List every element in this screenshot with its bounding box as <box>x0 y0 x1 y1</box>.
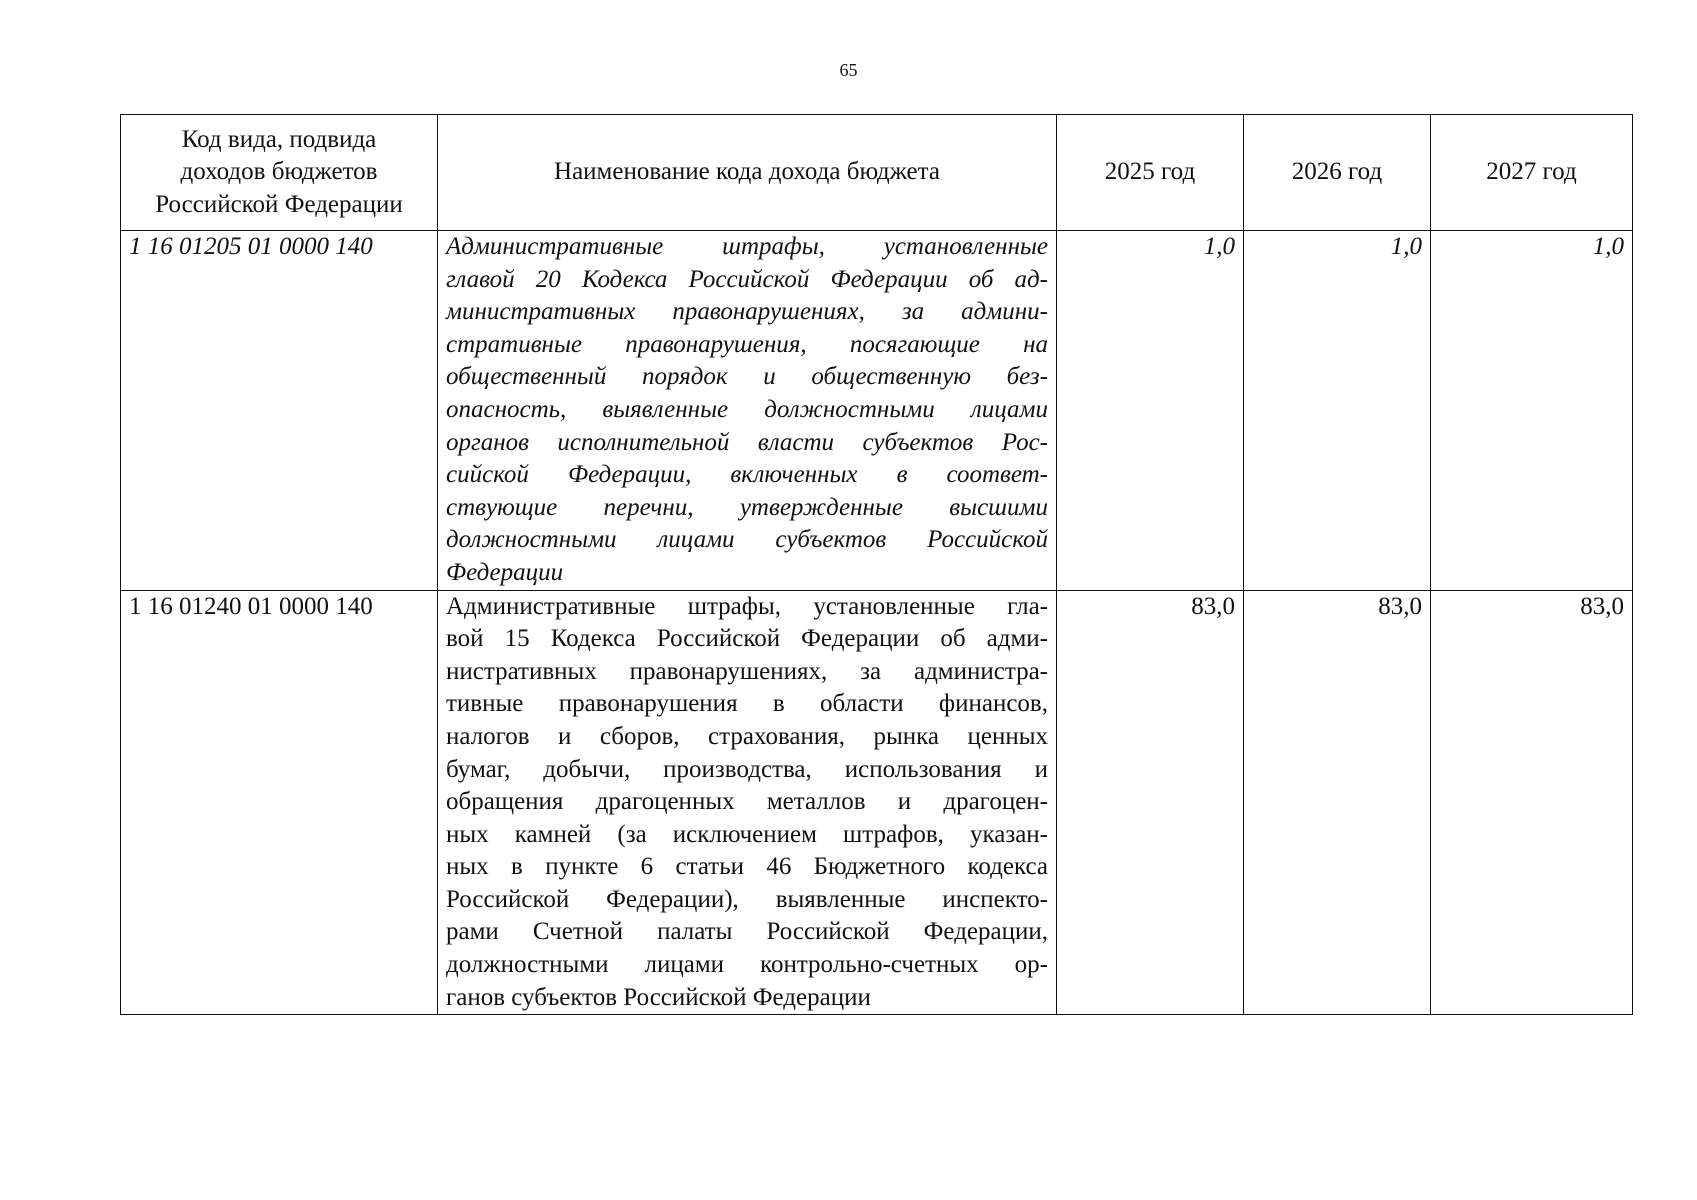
value-2026: 83,0 <box>1244 590 1431 1015</box>
value-2027: 1,0 <box>1431 231 1633 591</box>
name-line: стративные правонарушения, посягающие на <box>446 330 1048 358</box>
name-line: должностными лицами контрольно-счетных ор- <box>446 951 1048 979</box>
value-2027: 83,0 <box>1431 590 1633 1015</box>
name-line: главой 20 Кодекса Российской Федерации об ад- <box>446 265 1048 293</box>
name-line: налогов и сборов, страхования, рынка ценных <box>446 722 1048 750</box>
revenue-code: 1 16 01240 01 0000 140 <box>121 590 438 1015</box>
name-line: ных в пункте 6 статьи 46 Бюджетного кодекса <box>446 853 1048 881</box>
name-line: общественный порядок и общественную без- <box>446 363 1048 391</box>
name-line: опасность, выявленные должностными лицами <box>446 395 1048 423</box>
value-2026: 1,0 <box>1244 231 1431 591</box>
header-name: Наименование кода дохода бюджета <box>438 115 1057 231</box>
budget-revenue-table <box>120 114 1633 1015</box>
name-line: сийской Федерации, включенных в соответ- <box>446 461 1048 489</box>
revenue-name <box>438 231 1057 591</box>
name-line: вой 15 Кодекса Российской Федерации об адми- <box>446 625 1048 653</box>
header-year-2025: 2025 год <box>1057 115 1244 231</box>
revenue-name <box>438 590 1057 1015</box>
name-line: Федерации <box>446 558 564 586</box>
name-line: Российской Федерации), выявленные инспекто- <box>446 885 1048 913</box>
header-code-line: Российской Федерации <box>155 190 403 218</box>
name-line: тивные правонарушения в области финансов, <box>446 690 1048 718</box>
name-line: ных камней (за исключением штрафов, указан- <box>446 820 1048 848</box>
table-row <box>121 231 1633 591</box>
header-year-2027: 2027 год <box>1431 115 1633 231</box>
name-line: должностными лицами субъектов Российской <box>446 526 1048 554</box>
header-year-2026: 2026 год <box>1244 115 1431 231</box>
header-code-line: Код вида, подвида <box>181 125 377 153</box>
header-code-line: доходов бюджетов <box>180 158 378 186</box>
name-line: рами Счетной палаты Российской Федерации, <box>446 918 1048 946</box>
name-line: ствующие перечни, утвержденные высшими <box>446 493 1048 521</box>
name-line: обращения драгоценных металлов и драгоцен- <box>446 788 1048 816</box>
table-row <box>121 590 1633 1015</box>
name-line: бумаг, добычи, производства, использования и <box>446 755 1048 783</box>
value-2025: 1,0 <box>1057 231 1244 591</box>
name-line: нистративных правонарушениях, за администра- <box>446 657 1048 685</box>
name-line: органов исполнительной власти субъектов Рос- <box>446 428 1048 456</box>
value-2025: 83,0 <box>1057 590 1244 1015</box>
table-header-row <box>121 115 1633 231</box>
header-code <box>121 115 438 231</box>
name-line: Административные штрафы, установленные гла- <box>446 592 1048 620</box>
name-line: Административные штрафы, установленные <box>446 233 1048 260</box>
name-line: ганов субъектов Российской Федерации <box>446 983 871 1011</box>
page-number: 65 <box>839 60 858 80</box>
name-line: министративных правонарушениях, за админи- <box>446 298 1048 326</box>
revenue-code: 1 16 01205 01 0000 140 <box>121 231 438 591</box>
